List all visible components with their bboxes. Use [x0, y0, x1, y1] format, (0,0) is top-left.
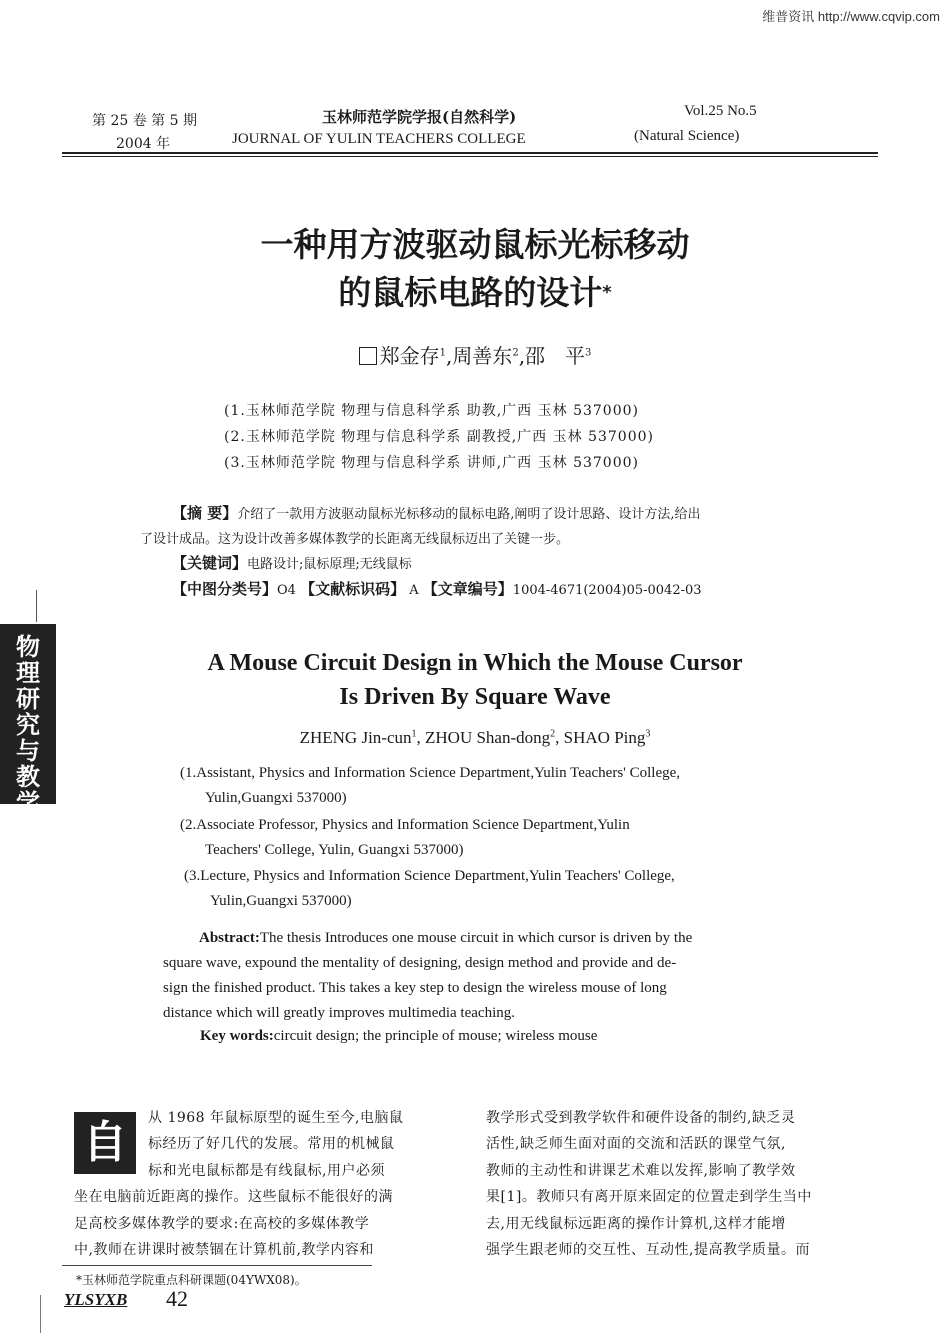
affiliation-cn: (2.玉林师范学院 物理与信息科学系 副教授,广西 玉林 537000): [224, 429, 654, 445]
abstract-cn-label: 【摘 要】: [172, 504, 238, 522]
abstract-en-label: Abstract:: [199, 930, 260, 946]
body-right-line: 教学形式受到教学软件和硬件设备的制约,缺乏灵: [486, 1110, 796, 1126]
title-cn-line2: 的鼠标电路的设计*: [338, 273, 612, 312]
header-journal-en: JOURNAL OF YULIN TEACHERS COLLEGE: [232, 131, 526, 147]
header-journal-cn: 玉林师范学院学报(自然科学): [322, 108, 517, 126]
affiliation-en: (1.Assistant, Physics and Information Science Department,Yulin Teachers' College,: [180, 765, 681, 781]
side-section-tab: 物 理 研 究 与 教 学: [0, 624, 56, 804]
title-en-line2: Is Driven By Square Wave: [339, 684, 611, 710]
abstract-cn: 【摘 要】介绍了一款用方波驱动鼠标光标移动的鼠标电路,阐明了设计思路、设计方法,给出: [172, 504, 701, 522]
header-volume-cn: 第 25 卷 第 5 期: [92, 113, 197, 129]
body-left-line: 标经历了好几代的发展。常用的机械鼠: [148, 1136, 395, 1152]
title-footnote-mark: *: [602, 282, 612, 303]
affiliation-en: (3.Lecture, Physics and Information Science Department,Yulin Teachers' College,: [184, 868, 675, 884]
authors-en: ZHENG Jin-cun$^1$, ZHOU Shan-dong$^2$, SHAO Ping$^3$: [299, 728, 651, 747]
body-right-line: 教师的主动性和讲课艺术难以发挥,影响了教学效: [486, 1163, 796, 1179]
body-right-line: 强学生跟老师的交互性、互动性,提高教学质量。而: [486, 1242, 810, 1258]
footnote: *玉林师范学院重点科研课题(04YWX08)。: [76, 1273, 307, 1287]
header-section-en: (Natural Science): [634, 128, 740, 144]
keywords-cn-label: 【关键词】: [172, 554, 248, 572]
body-right-line: 去,用无线鼠标远距离的操作计算机,这样才能增: [486, 1216, 786, 1232]
affiliation-cn: (3.玉林师范学院 物理与信息科学系 讲师,广西 玉林 537000): [224, 455, 639, 471]
classification: 【中图分类号】O4 【文献标识码】 A 【文章编号】1004-4671(2004)05-0042-03: [172, 580, 702, 598]
keywords-cn: 【关键词】电路设计;鼠标原理;无线鼠标: [172, 554, 412, 572]
side-tab-line: [36, 590, 37, 622]
header-rule-thick: [62, 152, 878, 154]
header-year-cn: 2004 年: [116, 136, 171, 152]
body-left-line: 中,教师在讲课时被禁锢在计算机前,教学内容和: [74, 1242, 374, 1258]
body-left-line: 从 1968 年鼠标原型的诞生至今,电脑鼠: [148, 1110, 404, 1126]
affiliation-en: (2.Associate Professor, Physics and Information Science Department,Yulin: [180, 817, 630, 833]
header-rule-thin: [62, 156, 878, 157]
author-cn-name: 郑金存: [379, 344, 440, 368]
footnote-rule: [62, 1265, 372, 1266]
drop-cap: 自: [74, 1112, 136, 1174]
keywords-en: Key words:circuit design; the principle of mouse; wireless mouse: [200, 1028, 598, 1044]
title-en-line1: A Mouse Circuit Design in Which the Mouse Cursor: [207, 650, 743, 676]
body-right-line: 活性,缺乏师生面对面的交流和活跃的课堂气氛,: [486, 1136, 786, 1152]
keywords-en-label: Key words:: [200, 1028, 274, 1044]
body-left-line: 足高校多媒体教学的要求:在高校的多媒体教学: [74, 1216, 370, 1232]
abstract-en: Abstract:The thesis Introduces one mouse circuit in which cursor is driven by the square wave, expound the mentality of designing, design method and provide and de- sign the finished product. This takes a key step to design the wireless mouse of long distance which will greatly improves multimedia teaching.: [163, 930, 693, 1021]
author-cn-name: 邵 平: [525, 344, 586, 368]
page-number: 42: [166, 1286, 188, 1311]
authors-cn: 郑金存$^1$,周善东$^2$,邵 平$^3$: [0, 340, 950, 369]
affiliation-en-cont: Yulin,Guangxi 537000): [205, 790, 347, 806]
affiliation-en-cont: Yulin,Guangxi 537000): [210, 893, 352, 909]
affiliation-en-cont: Teachers' College, Yulin, Guangxi 537000): [205, 842, 464, 858]
header-vol-en: Vol.25 No.5: [684, 103, 757, 119]
title-cn-line1: 一种用方波驱动鼠标光标移动: [260, 225, 690, 264]
margin-line: [40, 1295, 41, 1333]
footer-journal-abbr: YLSYXB: [64, 1290, 128, 1309]
watermark: 维普资讯 http://www.cqvip.com: [762, 9, 940, 24]
body-left-line: 标和光电鼠标都是有线鼠标,用户必须: [148, 1163, 385, 1179]
body-right-line: 果[1]。教师只有离开原来固定的位置走到学生当中: [486, 1189, 812, 1205]
body-left-line: 坐在电脑前近距离的操作。这些鼠标不能很好的满: [74, 1189, 393, 1205]
square-icon: [359, 347, 377, 365]
author-cn-name: 周善东: [452, 344, 513, 368]
affiliation-cn: (1.玉林师范学院 物理与信息科学系 助教,广西 玉林 537000): [224, 403, 639, 419]
abstract-cn-line2: 了设计成品。这为设计改善多媒体教学的长距离无线鼠标迈出了关键一步。: [140, 532, 570, 547]
